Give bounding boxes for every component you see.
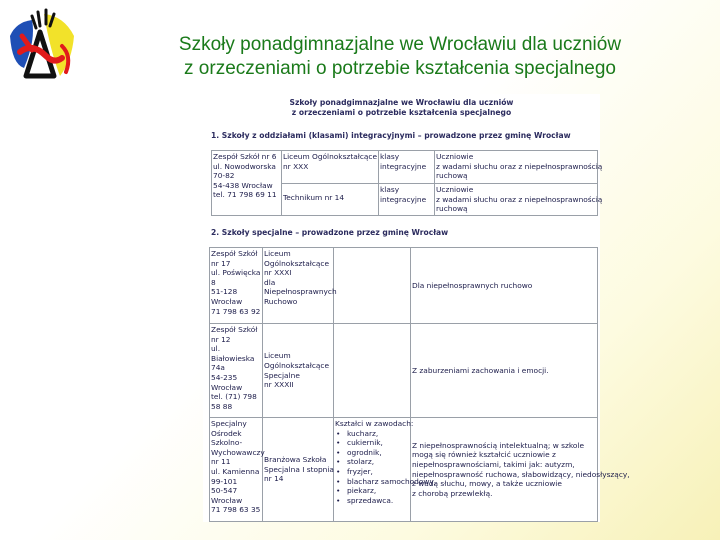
cell-text: ul. <box>211 344 221 354</box>
school-name-cell <box>282 184 379 216</box>
cell-text: 54-235 <box>211 372 238 382</box>
cell-text: Wrocław <box>211 382 243 392</box>
cell-text: 54-438 Wrocław <box>213 180 273 190</box>
cell-text: Białowieska <box>211 353 255 363</box>
cell-text: ul. Poświęcka <box>211 268 261 278</box>
professions-cell <box>334 418 437 522</box>
cell-text: tel. 71 798 69 11 <box>213 190 277 200</box>
list-item <box>343 457 409 467</box>
cell-text: integracyjne <box>380 194 427 204</box>
empty-cell <box>334 248 411 324</box>
students-cell <box>435 151 603 184</box>
school-name-cell <box>263 248 337 324</box>
list-item-text: fryzjer, <box>347 466 373 476</box>
cell-text: Specjalne <box>264 370 300 380</box>
list-item-text: ogrodnik, <box>347 447 382 457</box>
cell-text: 74a <box>211 363 225 373</box>
students-cell <box>411 418 630 522</box>
section-1-heading: 1. Szkoły z oddziałami (klasami) integracyjnymi – prowadzone przez gminę Wrocław <box>211 131 571 140</box>
slide-title <box>95 33 705 81</box>
cell-text: nr 17 <box>211 258 231 268</box>
cell-text: dla <box>264 277 276 287</box>
cell-text: Dla niepełnosprawnych ruchowo <box>412 280 533 290</box>
cell-text: 71 798 63 35 <box>211 505 261 515</box>
cell-text: Technikum nr 14 <box>283 193 345 202</box>
students-cell <box>435 184 603 216</box>
section-1-table <box>211 150 603 216</box>
document-title <box>203 98 600 117</box>
cell-text: Ruchowo <box>264 296 298 306</box>
cell-text: Zespół Szkół nr 6 <box>213 152 277 161</box>
cell-text: Branżowa Szkoła <box>264 455 327 465</box>
class-type-cell <box>379 184 435 216</box>
school-address-cell <box>212 151 282 216</box>
cell-text: Szkolno- <box>211 438 243 448</box>
cell-text: integracyjne <box>380 161 427 171</box>
cell-text: Zespół Szkół <box>211 249 258 258</box>
cell-text: Liceum <box>264 351 291 361</box>
cell-text: nr 12 <box>211 334 231 344</box>
list-item-text: blacharz samochodowy, <box>347 476 437 486</box>
document-scan <box>203 94 630 522</box>
cell-text: nr 14 <box>264 474 284 484</box>
cell-text: Ogólnokształcące <box>264 360 330 370</box>
cell-text: mogą się również kształcić uczniowie z <box>412 450 556 460</box>
document-title-line-1: Szkoły ponadgimnazjalne we Wrocławiu dla uczniów <box>289 98 514 107</box>
empty-cell <box>334 324 411 418</box>
cell-text: niepełnosprawnościami, takimi jak: autyzm, <box>412 459 575 469</box>
logo-image <box>2 6 80 86</box>
section-2-table <box>209 247 630 522</box>
students-cell <box>411 248 598 324</box>
cell-text: Specjalna I stopnia <box>264 464 334 474</box>
section-2-heading: 2. Szkoły specjalne – prowadzone przez gminę Wrocław <box>211 228 449 237</box>
slide-title-line-1: Szkoły ponadgimnazjalne we Wrocławiu dla uczniów <box>178 34 622 55</box>
table-row <box>212 151 598 184</box>
cell-text: z wadami słuchu oraz z niepełnosprawnością <box>436 194 603 204</box>
cell-text: Wrocław <box>211 296 243 306</box>
school-address-cell <box>210 324 263 418</box>
cell-text: Ośrodek <box>211 428 242 438</box>
cell-text: Niepełnosprawnych <box>264 287 337 297</box>
cell-text: nr XXXII <box>264 380 294 390</box>
cell-text: Z zaburzeniami zachowania i emocji. <box>412 365 549 375</box>
cell-text: Wrocław <box>211 495 243 505</box>
table-row <box>210 324 598 418</box>
cell-text: nr 11 <box>211 457 231 467</box>
table-row <box>210 248 598 324</box>
cell-text: Liceum <box>264 249 291 258</box>
class-type-cell <box>379 151 435 184</box>
list-item-text: stolarz, <box>347 457 375 467</box>
cell-text: nr XXX <box>283 161 309 171</box>
list-item <box>343 429 409 439</box>
cell-text: niepełnosprawność ruchowa, słabowidzący, niedosłyszący, <box>412 469 630 479</box>
cell-text: tel. (71) 798 <box>211 392 257 402</box>
cell-text: ruchową <box>436 171 468 181</box>
cell-text: Specjalny <box>211 419 247 428</box>
cell-text: z wadą słuchu, mowy, a także uczniowie <box>412 479 562 489</box>
cell-text: Ogólnokształcące <box>264 258 330 268</box>
cell-text: 99-101 <box>211 476 238 486</box>
cell-text: 58 88 <box>211 401 233 411</box>
cell-text: 70-82 <box>213 171 235 181</box>
list-item <box>343 467 409 477</box>
cell-text: nr XXXI <box>264 268 292 278</box>
cell-text: z wadami słuchu oraz z niepełnosprawnością <box>436 161 603 171</box>
list-item <box>343 448 409 458</box>
cell-text: 8 <box>211 277 216 287</box>
cell-text: 50-547 <box>211 486 238 496</box>
list-item-text: cukiernik, <box>347 438 383 448</box>
cell-text: Wychowawczy <box>211 447 265 457</box>
cell-text: z chorobą przewlekłą. <box>412 488 493 498</box>
school-name-cell <box>282 151 379 184</box>
school-address-cell <box>210 248 263 324</box>
list-item-text: kucharz, <box>347 428 379 438</box>
cell-text: 71 798 63 92 <box>211 306 261 316</box>
document-title-line-2: z orzeczeniami o potrzebie kształcenia specjalnego <box>291 107 512 117</box>
list-item <box>343 476 437 487</box>
list-item <box>343 486 409 496</box>
cell-text: ruchową <box>436 204 468 214</box>
school-name-cell <box>263 418 334 522</box>
cell-text: Uczniowie <box>436 152 474 161</box>
list-item <box>343 438 409 448</box>
list-item-text: sprzedawca. <box>347 495 394 505</box>
slide-title-line-2: z orzeczeniami o potrzebie kształcenia specjalnego <box>184 58 616 79</box>
students-cell <box>411 324 598 418</box>
cell-text: klasy <box>380 152 400 161</box>
cell-text: ul. Kamienna <box>211 466 260 476</box>
school-address-cell <box>210 418 263 522</box>
cell-text: Uczniowie <box>436 185 474 194</box>
school-name-cell <box>263 324 334 418</box>
cell-text: Zespół Szkół <box>211 325 258 334</box>
list-item <box>343 496 409 506</box>
cell-text: klasy <box>380 185 400 194</box>
professions-list <box>335 428 437 506</box>
cell-text: ul. Nowodworska <box>213 161 276 171</box>
professions-heading: Kształci w zawodach: <box>335 419 414 428</box>
cell-text: Liceum Ogólnokształcące <box>283 152 378 161</box>
cell-text: Z niepełnosprawnością intelektualną; w szkole <box>412 440 584 450</box>
list-item-text: piekarz, <box>347 486 377 496</box>
table-row <box>210 418 598 522</box>
cell-text: 51-128 <box>211 287 238 297</box>
